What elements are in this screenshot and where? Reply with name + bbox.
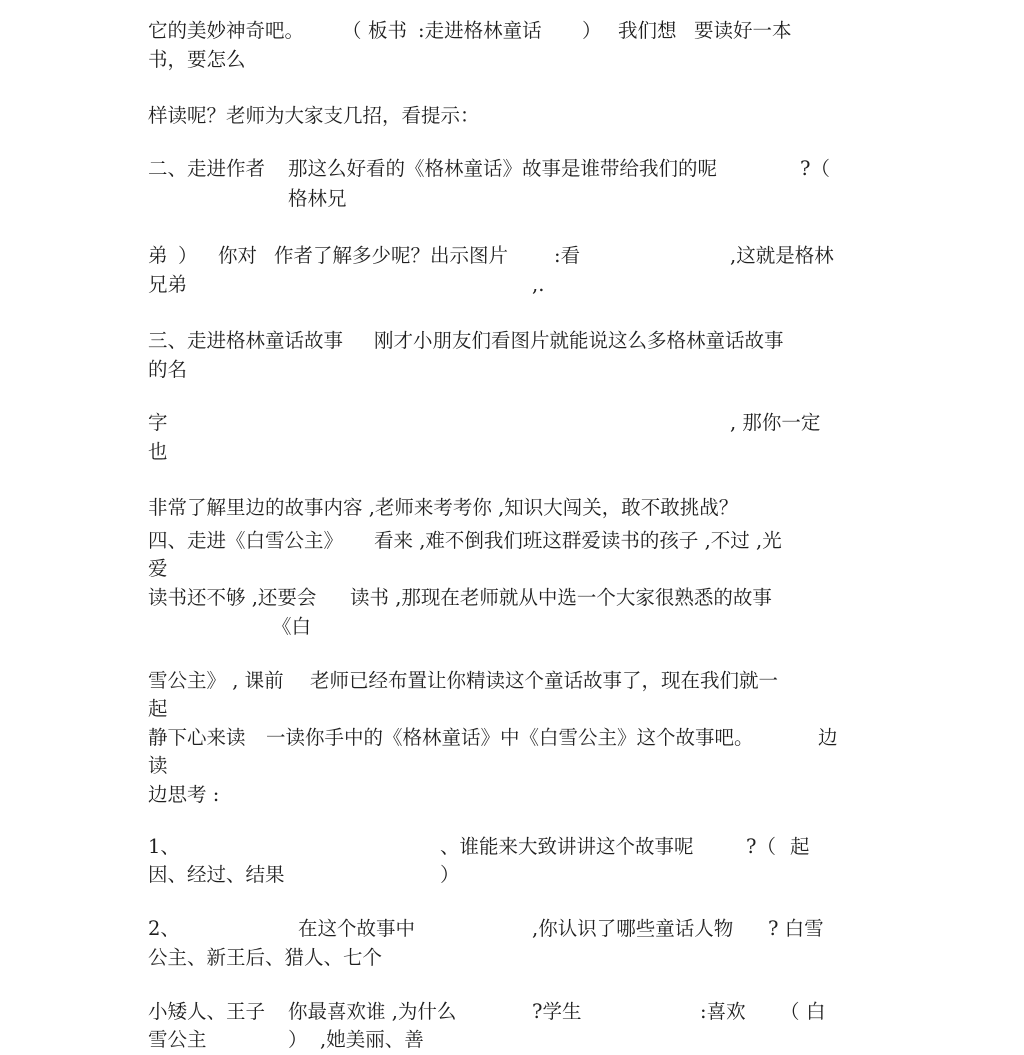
text-segment: 书，要怎么 xyxy=(148,48,246,71)
text-segment: ,这就是格林 xyxy=(730,244,834,267)
text-segment: 边 xyxy=(818,726,838,749)
text-segment: 你对 xyxy=(218,244,258,267)
text-segment: 那这么好看的《格林童话》故事是谁带给我们的呢 xyxy=(288,157,718,180)
text-segment: 读书 ,那现在老师就从中选一个大家很熟悉的故事 xyxy=(350,586,772,609)
text-segment: :看 xyxy=(554,244,581,267)
text-segment: 它的美妙神奇吧。 xyxy=(148,19,305,42)
text-segment: 小矮人、王子 xyxy=(148,1000,266,1023)
text-segment: :喜欢 xyxy=(700,1000,746,1023)
text-segment: 四、走进《白雪公主》 xyxy=(148,529,344,552)
text-segment: 《白 xyxy=(272,615,312,638)
text-segment: 板书 xyxy=(368,19,408,42)
text-segment: 我们想 xyxy=(618,19,677,42)
text-segment: 看来 ,难不倒我们班这群爱读书的孩子 ,不过 ,光 xyxy=(374,529,782,552)
text-segment: （ xyxy=(342,19,362,42)
text-segment: 公主、新王后、猎人、七个 xyxy=(148,946,383,969)
text-segment: 2、 xyxy=(148,917,180,940)
text-segment: 字 xyxy=(148,411,168,434)
text-segment: 爱 xyxy=(148,557,168,580)
text-segment: 静下心来读 xyxy=(148,726,246,749)
text-segment: , 那你一定 xyxy=(730,411,821,434)
text-segment: 要读好一本 xyxy=(694,19,792,42)
text-segment: ? 白雪 xyxy=(768,917,824,940)
text-segment: 三、走进格林童话故事 xyxy=(148,329,344,352)
text-segment: 老师已经布置让你精读这个童话故事了，现在我们就一 xyxy=(310,669,779,692)
text-segment: ?（ xyxy=(800,157,830,180)
text-segment: 弟 xyxy=(148,244,168,267)
text-segment: 兄弟 xyxy=(148,273,188,296)
text-segment: 在这个故事中 xyxy=(298,917,416,940)
text-segment: 、谁能来大致讲讲这个故事呢 xyxy=(440,835,694,858)
text-segment: 二、走进作者 xyxy=(148,157,266,180)
text-segment: 格林兄 xyxy=(288,187,347,210)
text-segment: 的名 xyxy=(148,358,188,381)
text-segment: 起 xyxy=(790,835,810,858)
text-segment: 因、经过、结果 xyxy=(148,863,285,886)
text-segment: 白 xyxy=(806,1000,826,1023)
text-segment: 样读呢？老师为大家支几招，看提示： xyxy=(148,104,480,127)
text-segment: 1、 xyxy=(148,835,180,858)
text-segment: ） xyxy=(440,863,460,886)
text-segment: ,你认识了哪些童话人物 xyxy=(532,917,734,940)
text-segment: 雪公主 xyxy=(148,1028,207,1051)
text-segment: 一读你手中的《格林童话》中《白雪公主》这个故事吧。 xyxy=(266,726,754,749)
text-segment: ） xyxy=(288,1028,308,1051)
text-segment: ?学生 xyxy=(532,1000,582,1023)
text-segment: ,. xyxy=(532,273,545,296)
text-segment: 非常了解里边的故事内容 ,老师来考考你 ,知识大闯关，敢不敢挑战？ xyxy=(148,496,739,519)
text-segment: 刚才小朋友们看图片就能说这么多格林童话故事 xyxy=(374,329,784,352)
text-segment: 边思考 : xyxy=(148,783,220,806)
text-segment: ） xyxy=(178,244,198,267)
text-segment: ?（ xyxy=(746,835,776,858)
text-segment: 你最喜欢谁 ,为什么 xyxy=(288,1000,457,1023)
text-segment: ,她美丽、善 xyxy=(320,1028,424,1051)
text-segment: 也 xyxy=(148,440,168,463)
text-segment: 读书还不够 ,还要会 xyxy=(148,586,317,609)
text-segment: 雪公主》 , 课前 xyxy=(148,669,284,692)
text-segment: 起 xyxy=(148,697,168,720)
text-segment: 作者了解多少呢？出示图片 xyxy=(274,244,509,267)
text-segment: :走进格林童话 xyxy=(418,19,542,42)
text-segment: 读 xyxy=(148,754,168,777)
text-segment: ） xyxy=(582,19,602,42)
text-segment: （ xyxy=(780,1000,800,1023)
